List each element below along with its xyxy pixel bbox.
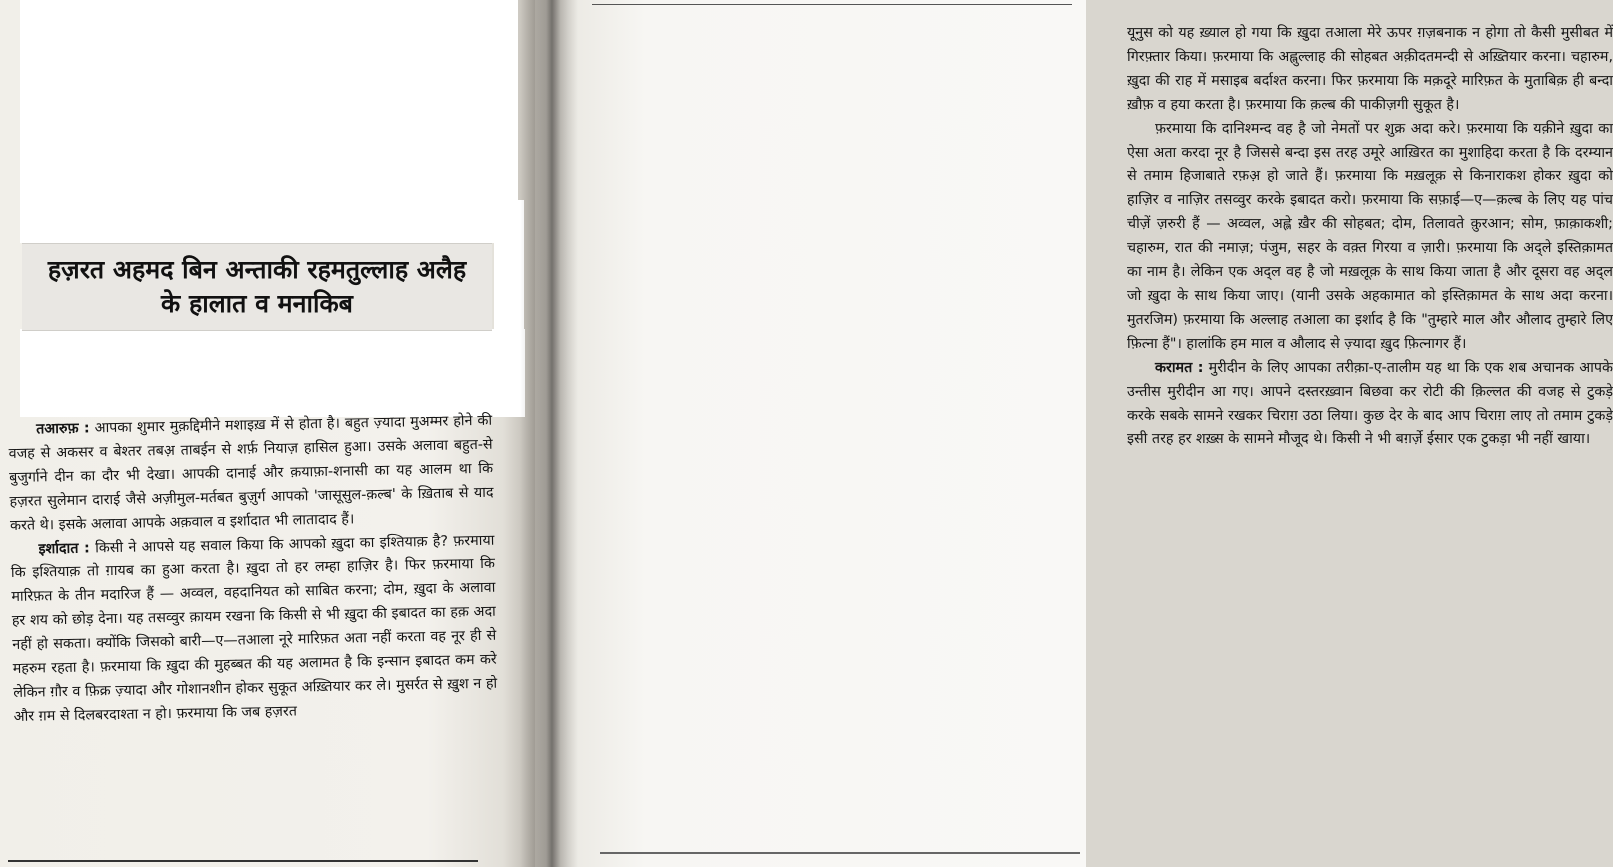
left-page <box>0 0 535 867</box>
paragraph-miracle <box>1127 357 1613 453</box>
paragraph-wisdom <box>1127 118 1613 357</box>
paragraph-sayings <box>10 529 498 730</box>
redaction-block-right <box>494 200 524 340</box>
paragraph-body: आपका शुमार मुक़द्दिमीने मशाइख़ में से होता है। बहुत ज़्यादा मुअम्मर होने की वजह से अकसर व बेश्तर तबअ़ ताबईन से शर्फ़ नियाज़ हासिल हुआ। उसके अलावा बहुत-से बुजुर्गाने दीन का दौर भी देखा। आपकी दानाई और क़याफ़ा-शनासी का यह आलम था कि हज़रत सुलेमान दाराई जैसे अज़ीमुल-मर्तबत बुज़ुर्ग आपको 'जासूसुल-क़ल्ब' के ख़िताब से याद करते थे। इसके अलावा आपके अक़वाल व इर्शादात भी लातादाद हैं। <box>8 412 494 534</box>
right-page-text <box>1127 22 1613 452</box>
paragraph-introduction <box>8 410 494 539</box>
paragraph-continuation <box>1127 22 1613 118</box>
paragraph-heading: इर्शादात : <box>38 539 90 557</box>
paragraph-heading: तआरुफ़ : <box>36 420 90 438</box>
page-footer-rule <box>600 852 1080 854</box>
paragraph-heading: करामत : <box>1155 359 1204 376</box>
page-header-rule <box>592 4 1072 5</box>
chapter-title-line-2: के हालात व मनाकिब <box>161 289 353 318</box>
paragraph-body: किसी ने आपसे यह सवाल किया कि आपको ख़ुदा का इश्तियाक़ है? फ़रमाया कि इश्तियाक़ तो ग़ायब का हुआ करता है। ख़ुदा तो हर लम्हा हाज़िर है। फिर फ़रमाया कि मारिफ़त के तीन मदारिज हैं — अव्वल, वहदानियत को साबित करना; दोम, ख़ुदा के अलावा हर शय को छोड़ देना। यह तसव्वुर क़ायम रखना कि किसी से भी ख़ुदा की इबादत का हक़ अदा नहीं हो सकता। क्योंकि जिसको बारी—ए—तआला नूरे मारिफ़त अता नहीं करता वह नूर ही से महरुम रहता है। फ़रमाया कि ख़ुदा की मुहब्बत की यह अलामत है कि इन्सान इबादत कम करे लेकिन ग़ौर व फ़िक्र ज़्यादा और गोशानशीन होकर सुकूत अख़्तियार कर ले। मुसर्रत से ख़ुश न हो और ग़म से दिलबरदाश्ता न हो। फ़रमाया कि जब हज़रत <box>10 532 498 725</box>
page-bottom-rule <box>8 860 478 862</box>
paragraph-body: मुरीदीन के लिए आपका तरीक़ा-ए-तालीम यह था कि एक शब अचानक आपके उन्तीस मुरीदीन आ गए। आपने दस्तरख़्वान बिछवा कर रोटी की क़िल्लत की वजह से टुकड़े करके सबके सामने रखकर चिराग़ उठा लिया। कुछ देर के बाद आप चिराग़ लाए तो तमाम टुकड़े इसी तरह हर शख़्स के सामने मौजूद थे। किसी ने भी बग़र्ज़े ईसार एक टुकड़ा भी नहीं खाया। <box>1127 359 1613 448</box>
paragraph-body: यूनुस को यह ख़्याल हो गया कि ख़ुदा तआला मेरे ऊपर ग़ज़बनाक न होगा तो कैसी मुसीबत में गिरफ़्तार किया। फ़रमाया कि अह्लुल्लाह की सोहबत अक़ीदतमन्दी से अख़्तियार करना। चहारुम, ख़ुदा की राह में मसाइब बर्दाश्त करना। फिर फ़रमाया कि मक़दूरे मारिफ़त के मुताबिक़ ही बन्दा ख़ौफ़ व हया करता है। फ़रमाया कि क़ल्ब की पाकीज़गी सुकूत है। <box>1127 25 1613 113</box>
left-page-text <box>8 410 498 730</box>
right-page <box>535 0 1613 867</box>
redaction-block-bottom <box>20 329 525 417</box>
chapter-title <box>22 243 492 331</box>
chapter-title-line-1: हज़रत अहमद बिन अन्ताकी रहमतुल्लाह अलैह <box>47 255 467 284</box>
paragraph-body: फ़रमाया कि दानिश्मन्द वह है जो नेमतों पर शुक्र अदा करे। फ़रमाया कि यक़ीने ख़ुदा का ऐसा अता करदा नूर है जिससे बन्दा इस तरह उमूरे आख़िरत का मुशाहिदा करता है कि दरम्यान से तमाम हिजाबाते रफ़अ़ हो जाते हैं। फ़रमाया कि मख़लूक़ से किनाराकश होकर ख़ुदा को हाज़िर व नाज़िर तसव्वुर करके इबादत करो। फ़रमाया कि सफ़ाई—ए—क़ल्ब के लिए यह पांच चीज़ें ज़रुरी हैं — अव्वल, अह्ले ख़ैर की सोहबत; दोम, तिलावते क़ुरआन; सोम, फ़ाक़ाकशी; चहारुम, रात की नमाज़; पंजुम, सहर के वक़्त गिरया व ज़ारी। फ़रमाया कि अद्ले इस्तिक़ामत का नाम है। लेकिन एक अद्ल वह है जो मख़लूक़ के साथ किया जाता है और दूसरा वह अद्ल जो ख़ुदा के साथ किया जाए। (यानी उसके अहकामात को इस्तिक़ामत के साथ अदा करना। मुतरजिम) फ़रमाया कि अल्लाह तआला का इर्शाद है कि "तुम्हारे माल और औलाद तुम्हारे लिए फ़ित्ना हैं"। हालांकि हम माल व औलाद से ज़्यादा ख़ुद फ़ित्नागर हैं। <box>1127 120 1613 352</box>
redaction-block-top <box>20 0 518 243</box>
